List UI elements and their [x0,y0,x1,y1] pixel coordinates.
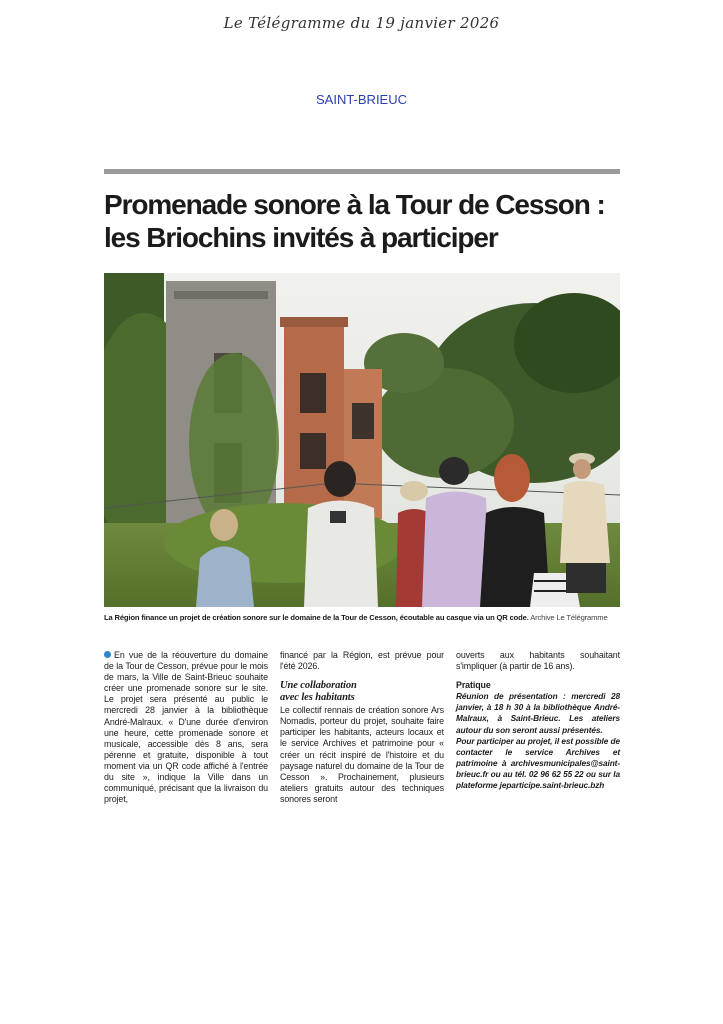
article-photo [104,273,620,607]
caption-text: La Région finance un projet de création sonore sur le domaine de la Tour de Cesson, écoutable au casque via un QR code. [104,613,529,622]
article-column-3 [456,650,620,791]
article-continuation: financé par la Région, est prévue pour l'été 2026. [280,650,444,672]
article-lead: En vue de la réouverture du domaine de la Tour de Cesson, prévue pour le mois de mars, la Ville de Saint-Brieuc souhaite créer une promenade sonore sur le site. Le projet sera présenté au public le mercredi 28 janvier à la bibliothèque André-Malraux. « D'une durée d'environ une heure, cette promenade sonore et musicale, accessible dès 8 ans, sera pérenne et gratuite, disponible à tout moment via un QR code affiché à l'entrée du site », indique la Ville dans un communiqué, précisant que la livraison du projet, [104,650,268,805]
caption-credit: Archive Le Télégramme [530,613,608,622]
pratique-contact: Pour participer au projet, il est possible de contacter le service Archives et patrimoine à archivesmunicipales@saint-brieuc.fr ou au tél. 02 96 62 55 22 ou sur la plateforme jeparticipe.saint-brieuc.bzh [456,735,620,791]
article-body-3: ouverts aux habitants souhaitant s'impliquer (à partir de 16 ans). [456,650,620,672]
article-body-2: Le collectif rennais de création sonore Ars Nomadis, porteur du projet, souhaite faire participer les habitants, acteurs locaux et le service Archives et patrimoine pour « créer un récit inspiré de l'histoire et du paysage naturel du domaine de la Tour de Cesson ». Prochainement, plusieurs ateliers gratuits autour des techniques sonores seront [280,705,444,804]
subheading-line-1: Une collaboration [280,680,357,692]
subheading [280,680,444,704]
photo-illustration [104,273,620,607]
photo-caption [104,612,620,623]
bullet-icon [104,651,111,658]
section-rule [104,169,620,174]
headline [104,188,624,254]
section-label: SAINT-BRIEUC [315,92,407,107]
headline-line-2: les Briochins invités à participer [104,222,498,253]
article-column-1 [104,650,268,805]
subheading-line-2: avec les habitants [280,692,355,704]
photo-watermark: BRIAU [554,598,573,605]
pratique-meeting: Réunion de présentation : mercredi 28 janvier, à 18 h 30 à la bibliothèque André-Malraux, à Saint-Brieuc. Les ateliers autour du son seront aussi présentés. [456,691,620,735]
article-column-2 [280,650,444,805]
masthead: Le Télégramme du 19 janvier 2026 [223,14,500,32]
pratique-heading: Pratique [456,680,491,691]
headline-line-1: Promenade sonore à la Tour de Cesson : [104,189,605,220]
